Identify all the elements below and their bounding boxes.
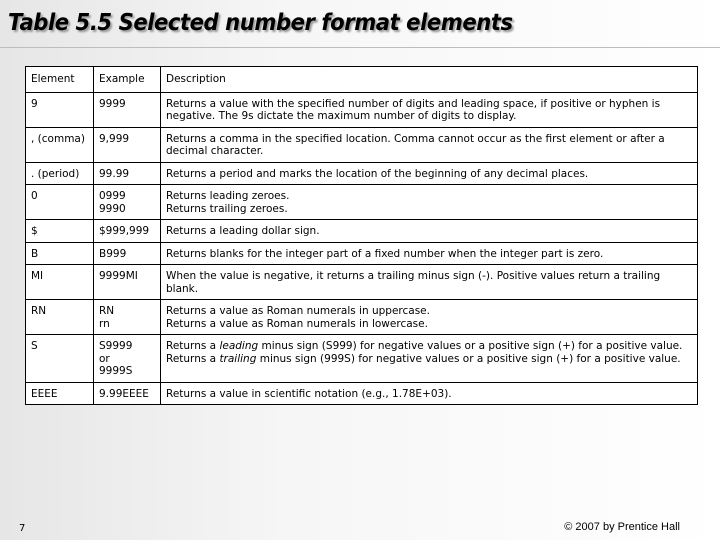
- example-line: 0999: [99, 190, 126, 202]
- example-cell: [94, 162, 161, 185]
- description-line: Returns a leading dollar sign.: [166, 225, 320, 237]
- table-row: [26, 265, 698, 300]
- description-line: [166, 340, 693, 353]
- header-example: Example: [94, 67, 161, 93]
- example-line: $999,999: [99, 225, 150, 237]
- example-cell: [94, 92, 161, 127]
- header-description: Description: [161, 67, 698, 93]
- example-cell: [94, 300, 161, 335]
- example-cell: [94, 220, 161, 243]
- description-cell: [161, 382, 698, 405]
- emphasis-text: leading: [219, 340, 259, 352]
- description-text: minus sign (999S) for negative values or a positive sign (+) for a positive value.: [256, 352, 681, 365]
- title-divider: [0, 47, 720, 48]
- description-cell: [161, 242, 698, 265]
- description-text: Returns a: [166, 340, 220, 352]
- table-row: [26, 92, 698, 127]
- description-line: Returns a comma in the specified location. Comma cannot occur as the first element or after a decimal character.: [166, 132, 665, 157]
- description-line: Returns a value as Roman numerals in uppercase.: [166, 305, 430, 317]
- example-line: or: [99, 352, 110, 365]
- example-line: B999: [99, 247, 127, 260]
- example-line: 99.99: [99, 167, 130, 180]
- table-body: [26, 92, 698, 405]
- example-line: 9,999: [99, 132, 130, 145]
- description-cell: [161, 335, 698, 383]
- element-cell: MI: [26, 265, 94, 300]
- header-element: Element: [26, 67, 94, 93]
- description-cell: [161, 185, 698, 220]
- example-line: 9999MI: [99, 270, 138, 282]
- element-cell: RN: [26, 300, 94, 335]
- element-cell: $: [26, 220, 94, 243]
- table-row: [26, 242, 698, 265]
- emphasis-text: trailing: [219, 352, 257, 365]
- example-cell: [94, 335, 161, 383]
- element-cell: 9: [26, 92, 94, 127]
- example-line: 9999S: [99, 365, 133, 377]
- element-cell: B: [26, 242, 94, 265]
- table-row: [26, 185, 698, 220]
- description-line: Returns a value with the specified number of digits and leading space, if positive or hyphen is negative. The 9s dictate the maximum number of digits to display.: [166, 97, 661, 122]
- description-cell: [161, 162, 698, 185]
- description-line: When the value is negative, it returns a trailing minus sign (-). Positive values return a trailing blank.: [166, 270, 661, 295]
- example-cell: [94, 242, 161, 265]
- element-cell: . (period): [26, 162, 94, 185]
- description-cell: [161, 92, 698, 127]
- description-cell: [161, 300, 698, 335]
- description-line: Returns leading zeroes.: [166, 190, 290, 202]
- table-row: [26, 382, 698, 405]
- description-text: Returns a: [166, 352, 220, 365]
- table-row: [26, 220, 698, 243]
- example-cell: [94, 127, 161, 162]
- example-line: 9990: [99, 202, 126, 215]
- table-row: [26, 127, 698, 162]
- description-text: minus sign (S999) for negative values or a positive sign (+) for a positive value.: [258, 340, 683, 352]
- table-row: [26, 162, 698, 185]
- element-cell: EEEE: [26, 382, 94, 405]
- element-cell: 0: [26, 185, 94, 220]
- description-line: Returns blanks for the integer part of a fixed number when the integer part is zero.: [166, 247, 604, 260]
- description-cell: [161, 220, 698, 243]
- description-line: [166, 353, 693, 366]
- table-header-row: [26, 67, 698, 93]
- example-line: 9.99EEEE: [99, 387, 149, 400]
- description-cell: [161, 265, 698, 300]
- element-cell: , (comma): [26, 127, 94, 162]
- table-row: [26, 335, 698, 383]
- number-format-table: [25, 66, 698, 405]
- table-row: [26, 300, 698, 335]
- example-line: 9999: [99, 97, 126, 110]
- example-line: rn: [99, 317, 110, 330]
- description-cell: [161, 127, 698, 162]
- description-line: Returns a value in scientific notation (e.g., 1.78E+03).: [166, 387, 452, 400]
- description-line: Returns a period and marks the location of the beginning of any decimal places.: [166, 167, 589, 180]
- description-line: Returns a value as Roman numerals in lowercase.: [166, 317, 428, 330]
- element-cell: S: [26, 335, 94, 383]
- example-line: RN: [99, 305, 115, 317]
- example-cell: [94, 382, 161, 405]
- description-line: Returns trailing zeroes.: [166, 202, 288, 215]
- copyright-notice: © 2007 by Prentice Hall: [564, 521, 680, 533]
- slide-number: 7: [19, 523, 26, 534]
- slide-title: Table 5.5 Selected number format elements: [8, 10, 513, 36]
- example-cell: [94, 185, 161, 220]
- example-line: S9999: [99, 340, 133, 352]
- example-cell: [94, 265, 161, 300]
